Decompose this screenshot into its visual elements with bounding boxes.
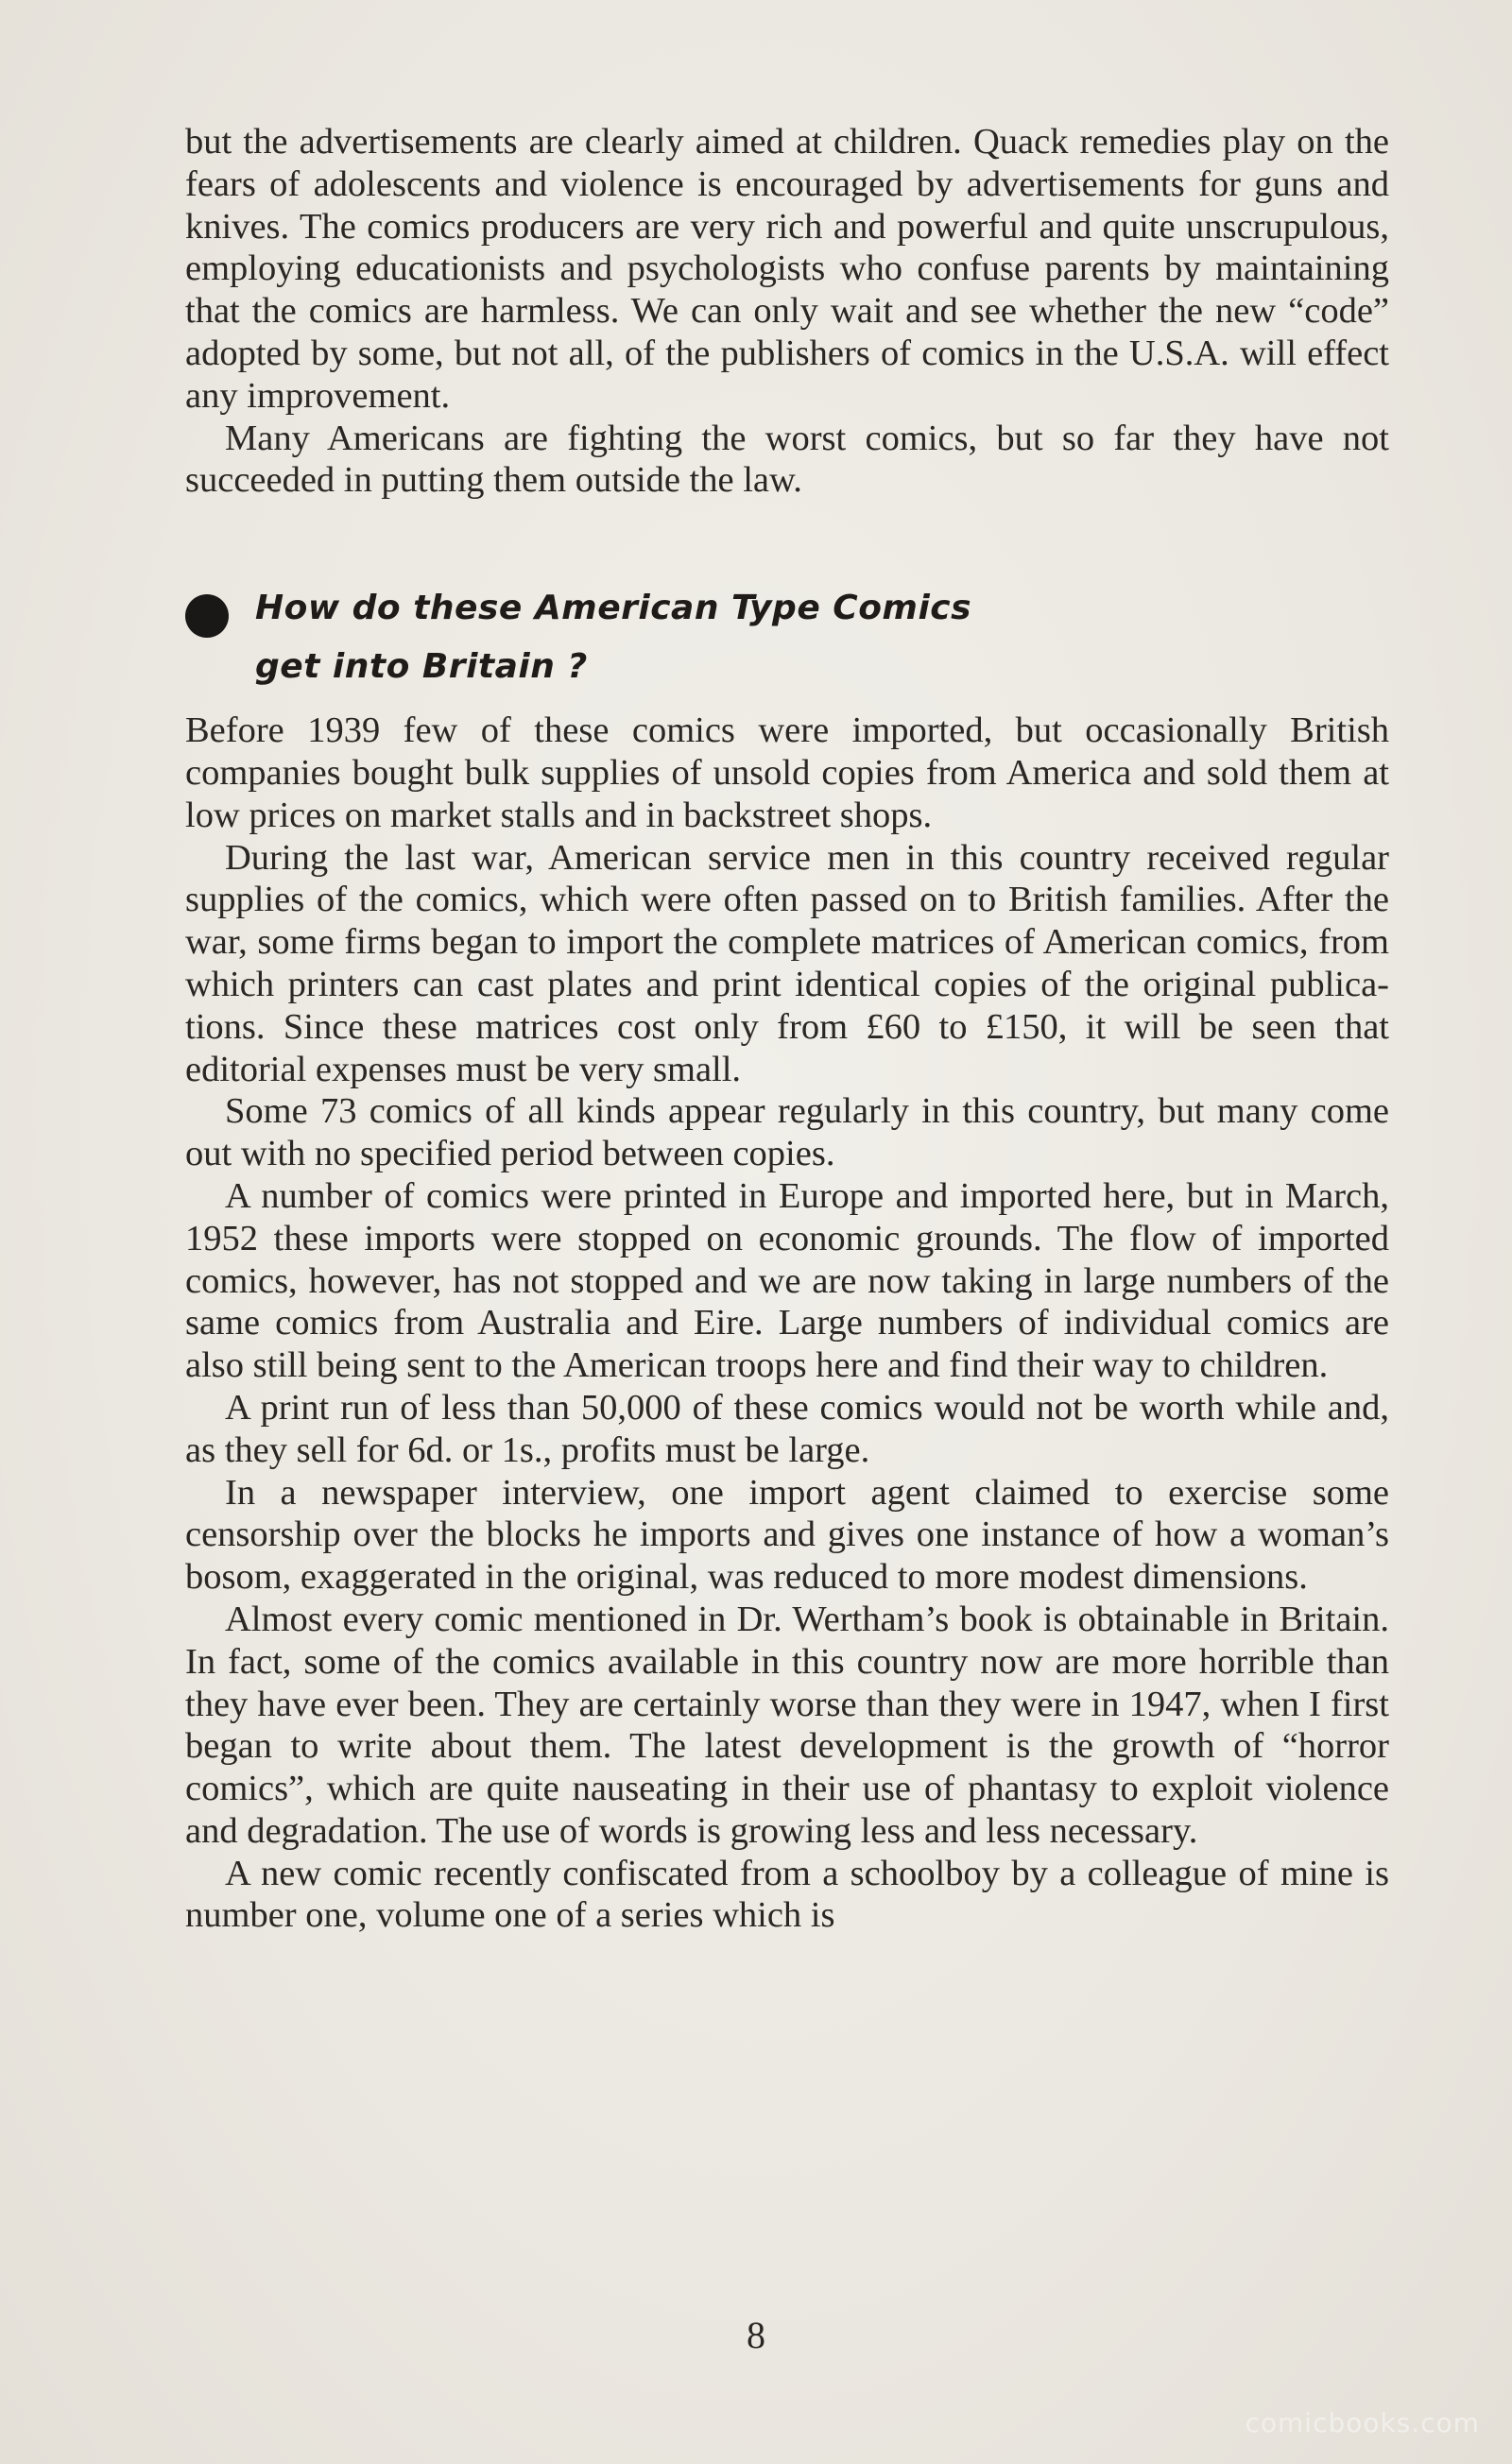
section-heading-line-2: get into Britain ? — [255, 647, 588, 687]
section-paragraph-2: During the last war, American service men in this country received regular supplies of the comics, which were often passed on to British families. After the war, some firms began to import the complete matrices of American comics, from which printers can cast plates and print identical copies of the original publications. Since these matrices cost only from £60 to £150, it will be seen that editorial expenses must be very small. — [185, 837, 1389, 1089]
section-paragraph-6: In a newspaper interview, one import agent claimed to exercise some censorship over the blocks he imports and gives one instance of how a woman’s bosom, exaggerated in the original, was reduced to more modest dimensions. — [185, 1472, 1389, 1598]
bullet-icon — [185, 594, 229, 638]
section-paragraph-5: A print run of less than 50,000 of these comics would not be worth while and, as they sell for 6d. or 1s., profits must be large. — [185, 1387, 1389, 1470]
section-paragraph-7: Almost every comic mentioned in Dr. Wertham’s book is obtainable in Britain. In fact, some of the comics available in this country now are more horrible than they have ever been. They are certainly worse than they were in 1947, when I first began to write about them. The latest development is the growth of “horror comics”, which are quite nauseating in their use of phantasy to exploit violence and degradation. The use of words is growing less and less necessary. — [185, 1599, 1389, 1851]
text-column — [185, 121, 1389, 1937]
intro-paragraph-2: Many Americans are fighting the worst comics, but so far they have not succeeded in putting them outside the law. — [185, 418, 1389, 501]
section-paragraph-3: Some 73 comics of all kinds appear regularly in this country, but many come out with no specified period between copies. — [185, 1091, 1389, 1174]
section-paragraph-1: Before 1939 few of these comics were imported, but occasionally British companies bought bulk supplies of unsold copies from America and sold them at low prices on market stalls and in backstreet shops. — [185, 710, 1389, 835]
section-heading — [185, 579, 1389, 696]
intro-paragraph-1: but the advertisements are clearly aimed at children. Quack remedies play on the fears of adolescents and violence is encouraged by advertisements for guns and knives. The comics producers are very rich and powerful and quite unscrupulous, employing educationists and psychologists who confuse parents by maintaining that the comics are harmless. We can only wait and see whether the new “code” adopted by some, but not all, of the publishers of comics in the U.S.A. will effect any improvement. — [185, 122, 1389, 416]
page-number: 8 — [747, 2314, 765, 2356]
section-heading-line-1: How do these American Type Comics — [255, 589, 972, 628]
section-paragraph-4: A number of comics were printed in Europe and imported here, but in March, 1952 these imports were stopped on economic grounds. The flow of imported comics, however, has not stopped and we are now taking in large numbers of the same comics from Australia and Eire. Large numbers of individual comics are also still being sent to the American troops here and find their way to children. — [185, 1175, 1389, 1386]
watermark: comicbooks.com — [1245, 2407, 1480, 2438]
section-paragraph-8: A new comic recently confiscated from a schoolboy by a colleague of mine is number one, volume one of a series which is — [185, 1853, 1389, 1936]
